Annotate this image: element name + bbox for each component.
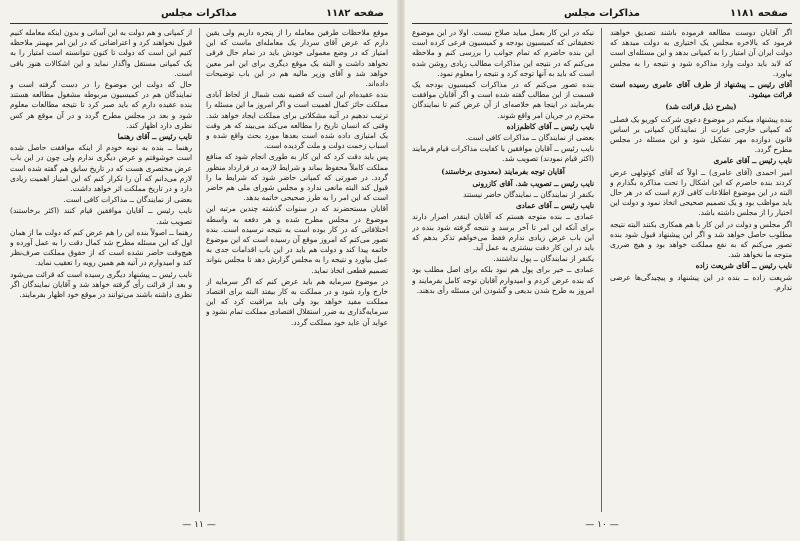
- left-page-column-left: [10, 28, 192, 512]
- left-page-header: [10, 6, 388, 22]
- book-gutter: [397, 0, 405, 541]
- paragraph: شریعت زاده ــ بنده در این پیشنهاد و پیچیدگی‌ها عرضی ندارم.: [610, 272, 792, 292]
- paragraph: یکنفر از نمایندگان ــ پول نداشتند.: [493, 254, 594, 264]
- paragraph: نایب رئیس ــ آقایان موافقین قیام کنند (اکثر برخاستند) تصویب شد.: [10, 206, 192, 226]
- speaker-line: نایب رئیس ــ آقای شریعت زاده: [695, 261, 792, 271]
- paragraph: نایب رئیس ــ پیشنهاد دیگری رسیده است که قرائت می‌شود و بعد از قرائت رأی گرفته خواهد شد و آقایان نمایندگان اگر نظری داشته باشند می‌توانند در موقع خود اظهار بفرمایند.: [10, 269, 192, 300]
- right-column-divider: [601, 28, 602, 512]
- speaker-line: نایب رئیس ــ آقای کاظم‌زاده: [506, 121, 594, 131]
- speaker-line: نایب رئیس ــ آقای رهنما: [117, 132, 192, 142]
- speaker-line: نایب رئیس ــ تصویب شد. آقای کازرونی: [472, 178, 594, 188]
- left-page-folio: — ۱۱ —: [182, 520, 216, 530]
- left-page-title: مذاکرات مجلس: [160, 8, 237, 19]
- paragraph: رهنما ــ اصولاً بنده این را هم عرض کنم که دولت ما از همان اول که این مسئله مطرح شد کمال دقت را به عمل آورده و هیچ‌وقت حاضر نشده است که از حقوق مملکت صرف‌نظر کند و امیدوارم در آتیه هم همین رویه را تعقیب نماید.: [10, 227, 192, 268]
- right-page-column-right: [610, 28, 792, 512]
- right-page: [412, 6, 792, 534]
- paragraph: بعضی از نمایندگان ــ مذاکرات کافی است.: [63, 195, 192, 205]
- paragraph: موقع ملاحظات طرفین معامله را از پنجره داریم ولی یقین دارم که عرض آقای سردار یک معامله‌ای ماست که این امتیاز که در وضع معمولی خودش باید در تمام حال فرقی نخواهد داشت و البته یک موقع دیگری برای این امر معین خواهد شد و آقای وزیر مالیه هم در این باب توضیحات داده‌اند.: [206, 28, 388, 89]
- paragraph: در موضوع سرمایه هم باید عرض کنم که اگر سرمایه از خارج وارد شود و در مملکت به کار بیفتد البته برای اقتصاد مملکت مفید خواهد بود ولی باید مراقبت کرد که این سرمایه‌گذاری به ضرر استقلال اقتصادی مملکت تمام نشود و عواید آن عاید خود مملکت گردد.: [206, 276, 388, 327]
- paragraph: بعضی از نمایندگان ــ مذاکرات کافی است.: [465, 133, 594, 143]
- right-page-header: [412, 6, 792, 22]
- right-page-folio: — ۱۰ —: [585, 520, 619, 530]
- paragraph: عمادی ــ بنده متوجه هستم که آقایان اینقدر اصرار دارند برای آنکه این امر تا آخر برسد و نتیجه گرفته شود بنده در این باب عرض زیادی ندارم فقط می‌خواهم تذکر بدهم که باید در این کار دقت بیشتری به عمل آید.: [412, 212, 594, 253]
- right-page-title: مذاکرات مجلس: [563, 8, 640, 19]
- paragraph: آقایان مستحضرند که در سنوات گذشته چندین مرتبه این موضوع در مجلس مطرح شده و هر دفعه به واسطه اختلافاتی که در کار بوده است به نتیجه نرسیده است. بنده تصور می‌کنم که امروز موقع آن رسیده است که این موضوع خاتمه پیدا کند و دولت هم باید در این باب اقدامات جدی به عمل بیاورد و نتیجه را به مجلس گزارش دهد تا مجلس بتواند تصمیم قطعی اتخاذ نماید.: [206, 204, 388, 275]
- paragraph: بنده تصور می‌کنم که در مذاکرات کمیسیون بودجه یک قسمت از این مطالب گفته شده است و اگر آقایان موافقت بفرمایند در اینجا هم خلاصه‌ای از آن عرض کنم تا نمایندگان محترم در جریان امر واقع شوند.: [412, 80, 594, 120]
- left-page-column-right: [206, 28, 388, 512]
- speaker-line: نایب رئیس ــ آقای عامری: [713, 156, 792, 166]
- paragraph: عمادی ــ خیر برای پول هم نبود بلکه برای اصل مطلب بود که بنده عرض کردم و امیدوارم آقایان توجه کامل بفرمایند و امروز به طرح شدن بدیعی و گشودن این مسئله رأی بدهند.: [412, 265, 594, 295]
- right-header-rule: [412, 23, 792, 24]
- paragraph: بنده عقیده‌ام این است که قضیه نفت شمال از لحاظ آبادی مملکت حائز کمال اهمیت است و اگر امروز ما این مسئله را ترتیب ندهیم در آتیه مشکلاتی برای مملکت ایجاد خواهد شد. وقتی که انسان تاریخ را مطالعه می‌کند می‌بیند که هر وقت یک امتیازی داده شده است بعدها مورد بحث واقع شده و اسباب زحمت دولت و ملت گردیده است.: [206, 90, 388, 151]
- right-page-column-left: [412, 28, 594, 512]
- reading-note: آقایان توجه بفرمایند (معدودی برخاستند): [441, 166, 565, 176]
- left-page-number: صفحه ۱۱۸۲: [325, 8, 384, 19]
- paragraph: اگر مجلس و دولت در این کار با هم همکاری بکنند البته نتیجه مطلوب حاصل خواهد شد و اگر این پیشنهاد قبول شود بنده تصور می‌کنم که به نفع مملکت خواهد بود و هیچ ضرری متوجه ما نخواهد شد.: [610, 219, 792, 260]
- paragraph: حال که دولت این موضوع را در دست گرفته است و نمایندگان هم در کمیسیون مربوطه مشغول مطالعه هستند بنده عقیده دارم که باید صبر کرد تا نتیجه مطالعات معلوم شود و بعد در مجلس مطرح گردد و در آن موقع هر کس نظری دارد اظهار کند.: [10, 80, 192, 130]
- paragraph: اگر آقایان دوست مطالعه فرموده باشند تصدیق خواهند فرمود که بالاخره مجلس یک اختیاری به دولت میدهد که دولت ایران آن امتیاز را به کمپانی بدهد و این مسئله‌ای است که لابد باید دولت وارد مذاکره شود و نتیجه را به مجلس بیاورد.: [610, 28, 792, 78]
- paragraph: بنده پیشنهاد میکنم در موضوع دعوی شرکت کوریو یک فصلی که کمپانی خارجی عبارت از نمایندگان کمپانی بر اساس قانون دوازده مهر تشکیل شود و این مسئله در مجلس مطرح گردد.: [610, 114, 792, 155]
- left-page: [10, 6, 388, 534]
- speaker-line: نایب رئیس ــ آقای عمادی: [515, 201, 594, 211]
- paragraph: نیکه در این کار بعمل میاید صلاح نیست. اولا در این موضوع تحقیقاتی که کمیسیون بودجه و کمیسیون فرعی کرده است این بنده حاضرم که تمام جوانب را بررسی کنم و ملاحظه می‌کنم که در نتیجه این مذاکرات مطالب زیادی روشن شده است که باید به آنها توجه کرد و نتیجه را معلوم نمود.: [412, 28, 594, 78]
- left-header-rule: [10, 23, 388, 24]
- paragraph: امیر احمدی (آقای عامری) ــ اولاً که آقای کوتولهی عرض کردند بنده حاضرم که این اشکال را تحت مذاکره بگذارم و البته در این موضوع اطلاعات کافی لازم است که در هر حال باید مواظب بود و یک تصمیم صحیحی اتخاذ نمود و دولت این اختیار را از مجلس داشته باشد.: [610, 167, 792, 218]
- speaker-line: آقای رئیس ــ پیشنهاد از طرف آقای عامری رسیده است قرائت میشود.: [610, 80, 792, 100]
- reading-note: (بشرح ذیل قرائت شد): [665, 102, 737, 112]
- paragraph: نایب رئیس ــ آقایان موافقین با کفایت مذاکرات قیام فرمایند (اکثر قیام نمودند) تصویب شد.: [412, 144, 594, 164]
- paragraph: پس باید دقت کرد که این کار به طوری انجام شود که منافع مملکت کاملاً محفوظ بماند و شرایط لازمه در قرارداد منظور گردد. در صورتی که کمپانی حاضر شود که شرایط ما را قبول کند البته مانعی ندارد و مجلس شورای ملی هم حاضر است که این امر را به طرز صحیحی خاتمه بدهد.: [206, 152, 388, 203]
- paragraph: بکنفر از نمایندگان ــ نمایندگان حاضر نیستند: [463, 190, 594, 200]
- paragraph: رهنما ــ بنده به نوبه خودم از اینکه موافقت حاصل شده است خوشوقتم و عرض دیگری ندارم ولی چون در این باب عرض مختصری هست که در تاریخ سابق هم گفته شده است لازم می‌دانم که آن را تکرار کنم که این امتیاز اهمیت زیادی دارد و در تاریخ مملکت اثر خواهد داشت.: [10, 143, 192, 194]
- right-page-number: صفحه ۱۱۸۱: [729, 8, 788, 19]
- left-column-divider: [199, 28, 200, 512]
- paragraph: از کمپانی و هم دولت به این آسانی و بدون اینکه معامله کنیم قبول نخواهند کرد و اعتراضاتی که در این امر مهمتر ملاحظه کنیم این است که دولت تا کنون نتوانسته است امتیاز را به یک کمپانی مستقل واگذار نماید و این اشکالات هنوز باقی است.: [10, 28, 192, 78]
